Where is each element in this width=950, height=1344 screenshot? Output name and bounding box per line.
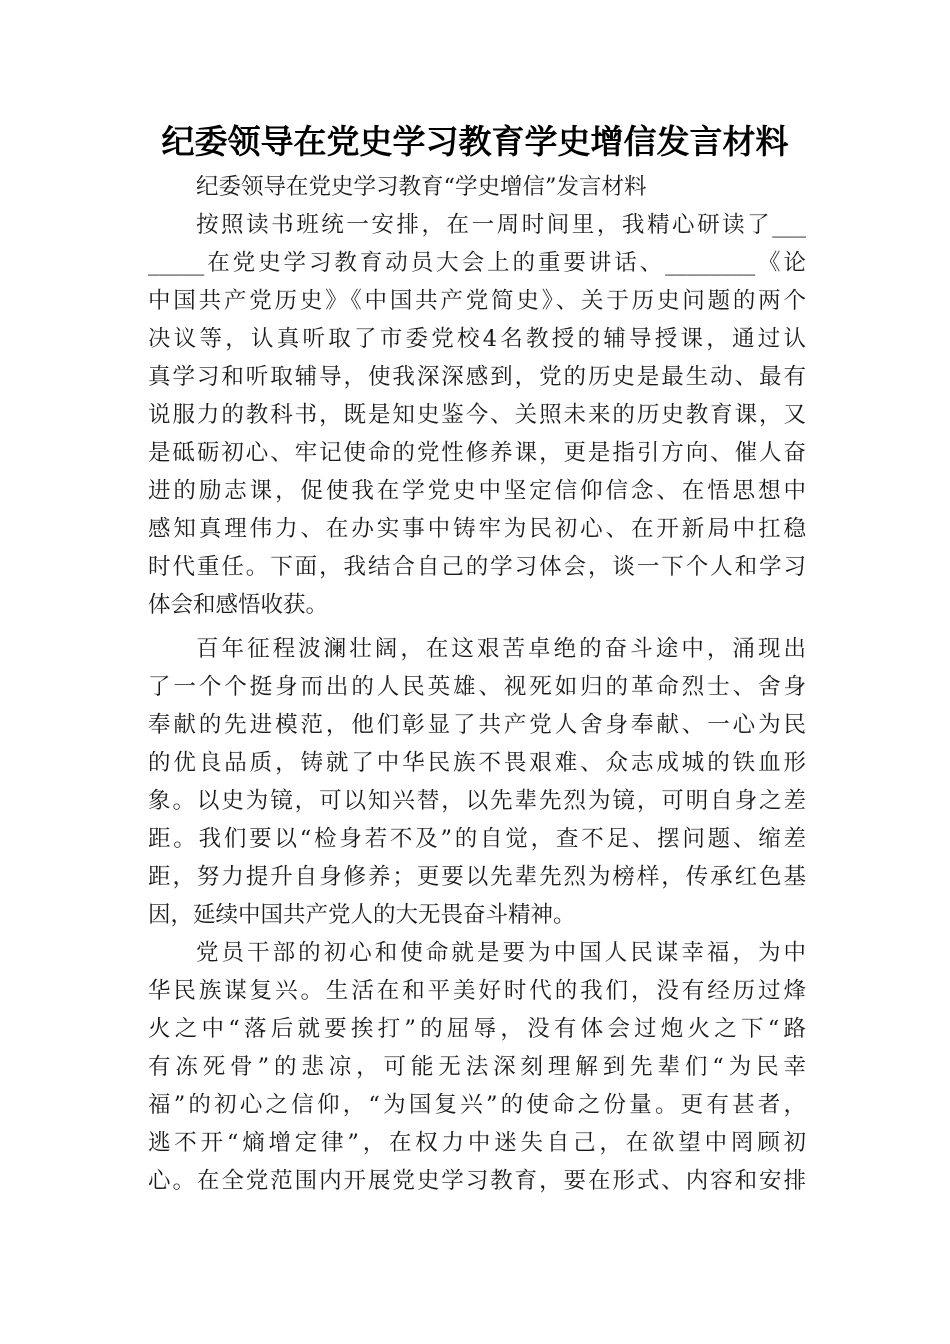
- paragraph-line: 说服力的教科书，既是知史鉴今、关照未来的历史教育课，又: [148, 402, 806, 428]
- paragraph-line: 是砥砺初心、牢记使命的党性修养课，更是指引方向、催人奋: [148, 440, 806, 466]
- paragraph-line: 福”的初心之信仰，“为国复兴”的使命之份量。更有甚者，: [148, 1092, 806, 1118]
- paragraph-line: 心。在全党范围内开展党史学习教育，要在形式、内容和安排: [148, 1168, 806, 1194]
- paragraph-1: [148, 206, 806, 624]
- paragraph-line: 因，延续中国共产党人的大无畏奋斗精神。: [148, 902, 576, 928]
- paragraph-line: 奉献的先进模范，他们彰显了共产党人舍身奉献、一心为民: [148, 712, 806, 738]
- paragraph-line: 的优良品质，铸就了中华民族不畏艰难、众志成城的铁血形: [148, 750, 806, 776]
- paragraph-line: 党员干部的初心和使命就是要为中国人民谋幸福，为中: [196, 940, 806, 966]
- paragraph-line: 体会和感悟收获。: [148, 592, 329, 618]
- subtitle-line: 纪委领导在党史学习教育“学史增信”发言材料: [196, 174, 647, 200]
- paragraph-line: 有冻死骨”的悲凉，可能无法深刻理解到先辈们“为民幸: [148, 1054, 806, 1080]
- paragraph-line: 按照读书班统一安排，在一周时间里，我精心研读了___: [196, 212, 806, 238]
- paragraph-line: 火之中“落后就要挨打”的屈辱，没有体会过炮火之下“路: [148, 1016, 806, 1042]
- paragraph-2: [148, 630, 806, 934]
- paragraph-line: 真学习和听取辅导，使我深深感到，党的历史是最生动、最有: [148, 364, 806, 390]
- paragraph-line: 逃不开“熵增定律”，在权力中迷失自己，在欲望中罔顾初: [148, 1130, 806, 1156]
- paragraph-line: 距，努力提升自身修养；更要以先辈先烈为榜样，传承红色基: [148, 864, 806, 890]
- paragraph-line: 中国共产党历史》《中国共产党简史》、关于历史问题的两个: [148, 288, 806, 314]
- paragraph-line: 时代重任。下面，我结合自己的学习体会，谈一下个人和学习: [148, 554, 806, 580]
- paragraph-line: 进的励志课，促使我在学党史中坚定信仰信念、在悟思想中: [148, 478, 806, 504]
- paragraph-line: 了一个个挺身而出的人民英雄、视死如归的革命烈士、舍身: [148, 674, 806, 700]
- paragraph-line: 象。以史为镜，可以知兴替，以先辈先烈为镜，可明自身之差: [148, 788, 806, 814]
- paragraph-line: 决议等，认真听取了市委党校4名教授的辅导授课，通过认: [148, 326, 806, 352]
- paragraph-line: 百年征程波澜壮阔，在这艰苦卓绝的奋斗途中，涌现出: [196, 636, 806, 662]
- document-title: 纪委领导在党史学习教育学史增信发言材料: [161, 122, 789, 161]
- paragraph-3: [148, 934, 806, 1200]
- paragraph-line: 华民族谋复兴。生活在和平美好时代的我们，没有经历过烽: [148, 978, 806, 1004]
- paragraph-line: _____在党史学习教育动员大会上的重要讲话、________《论: [148, 250, 806, 276]
- paragraph-line: 感知真理伟力、在办实事中铸牢为民初心、在开新局中扛稳: [148, 516, 806, 542]
- document-subtitle: [148, 168, 806, 206]
- paragraph-line: 距。我们要以“检身若不及”的自觉，查不足、摆问题、缩差: [148, 826, 806, 852]
